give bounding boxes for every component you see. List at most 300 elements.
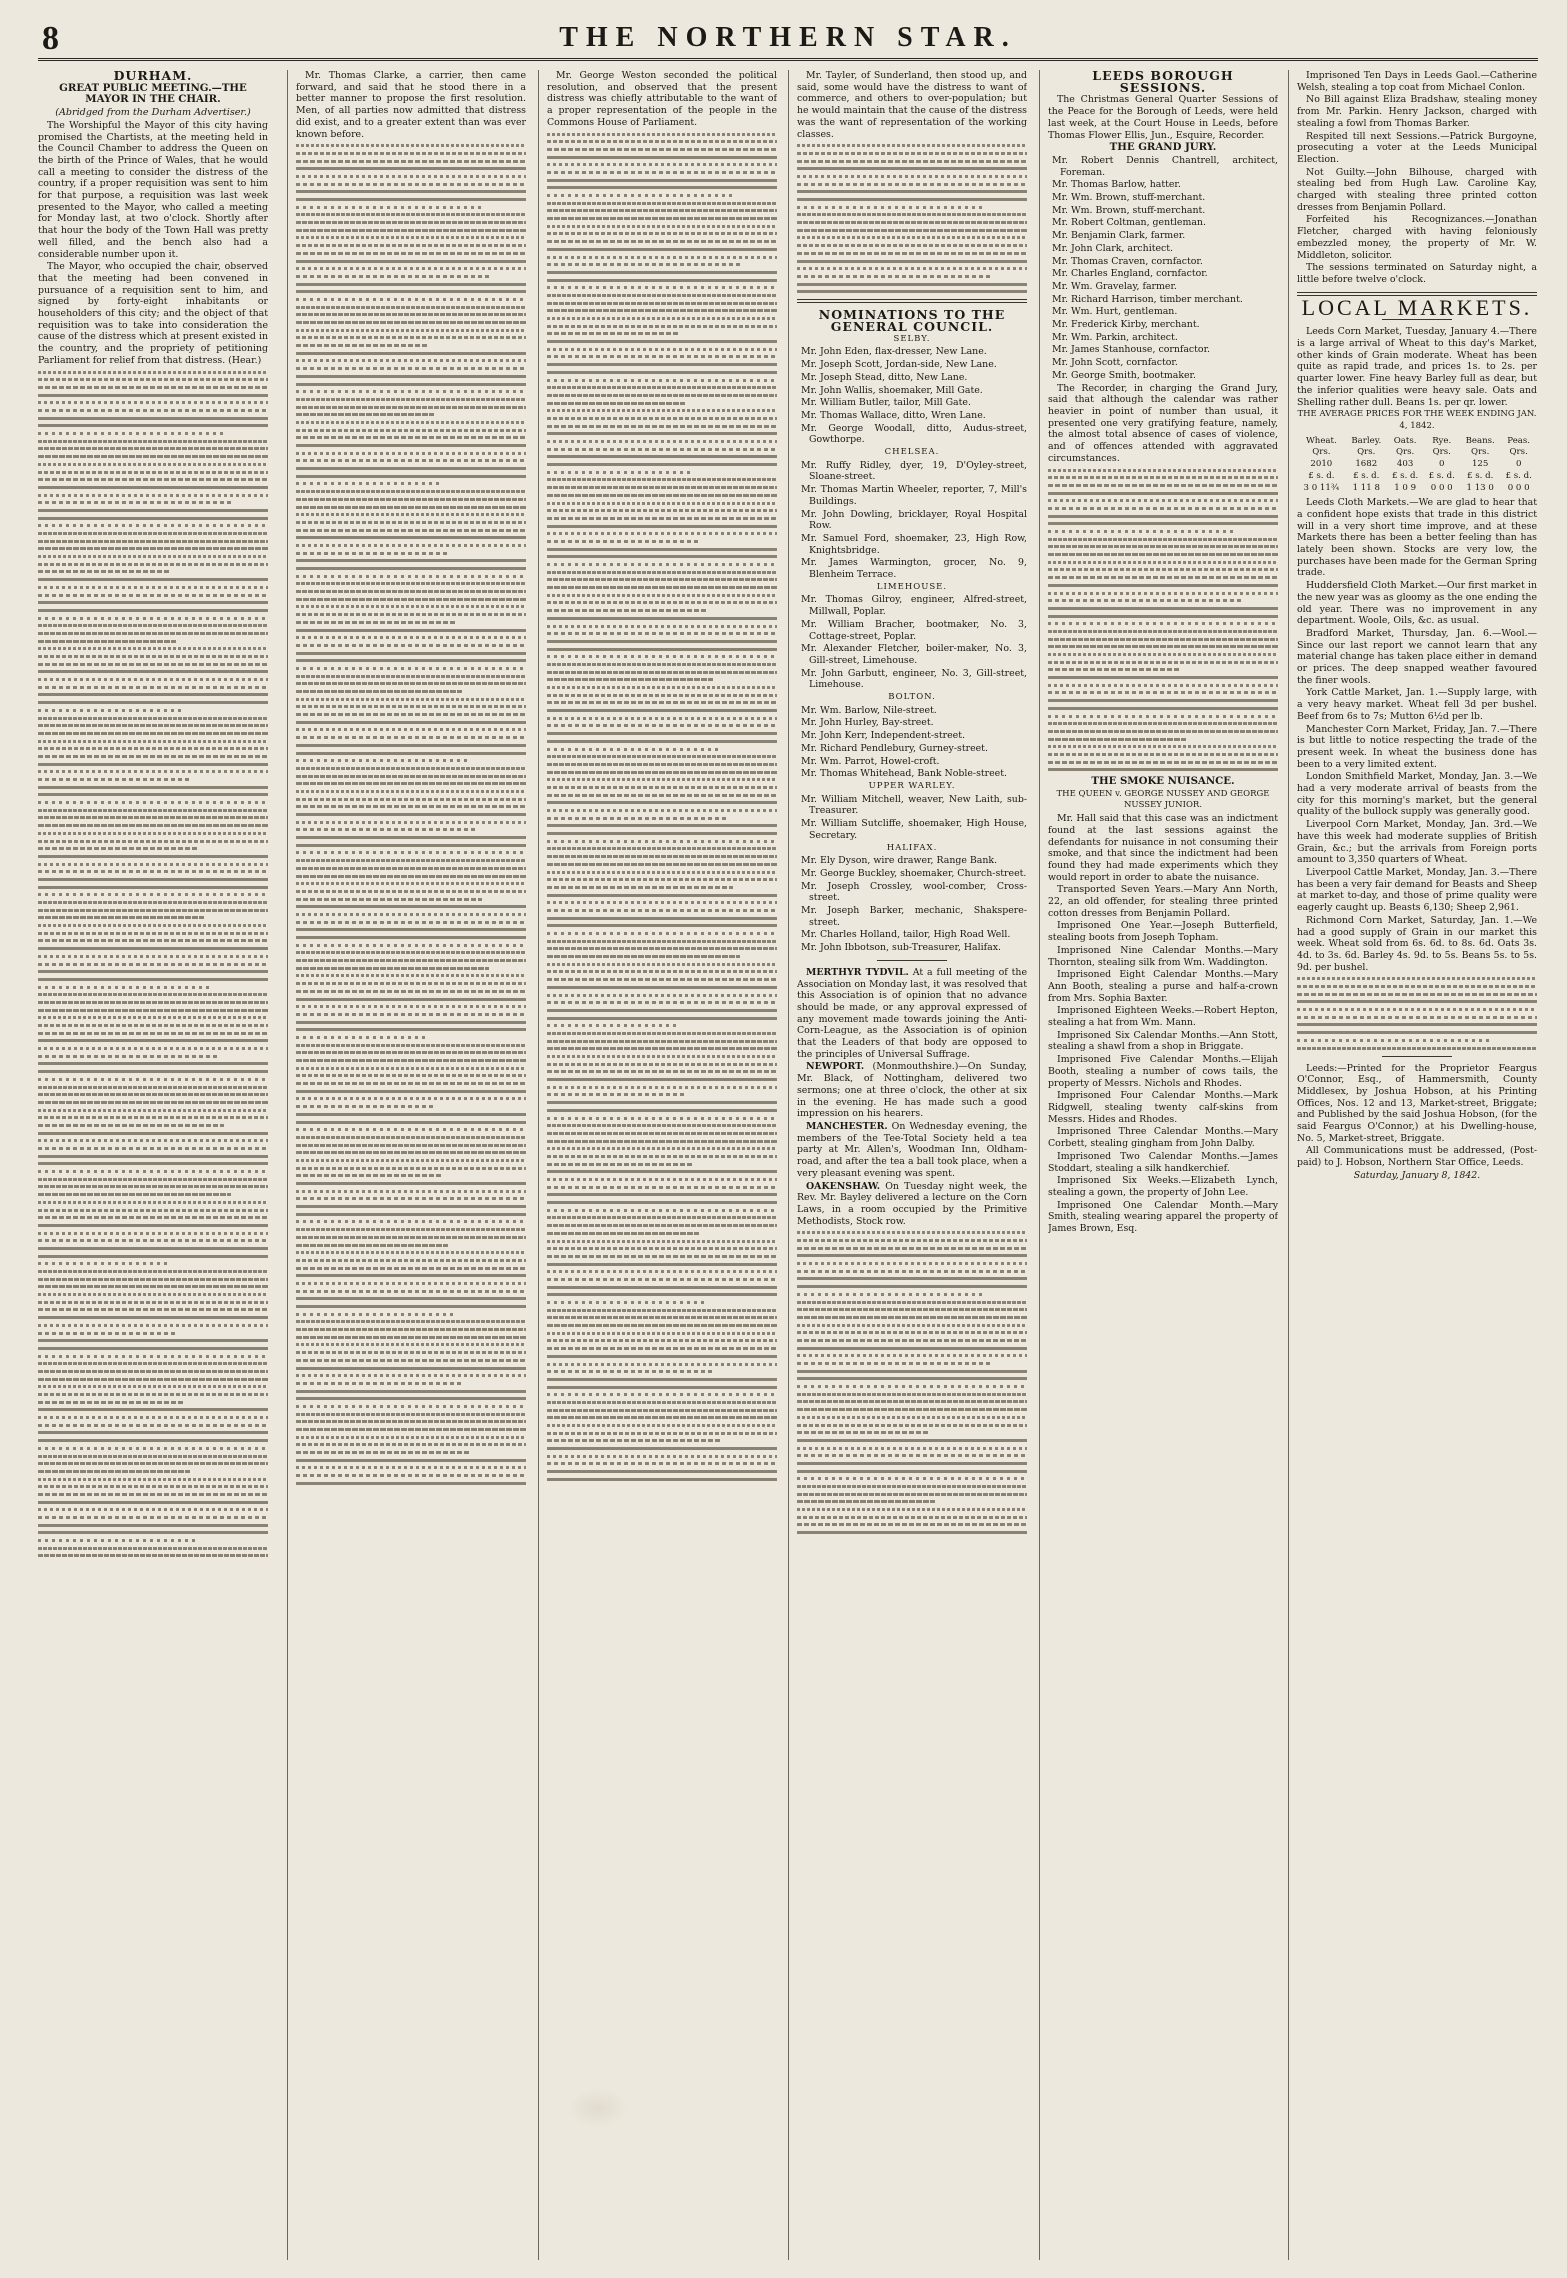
text-line <box>547 217 777 220</box>
text-line <box>547 1332 777 1335</box>
sessions-close: The sessions terminated on Saturday night, a little before twelve o'clock. <box>1297 262 1537 285</box>
text-line <box>547 1393 777 1396</box>
text-line <box>296 951 526 954</box>
text-line <box>38 1301 268 1304</box>
text-line <box>547 1409 777 1412</box>
text-line <box>547 847 777 850</box>
jury-member: Mr. Thomas Craven, cornfactor. <box>1052 255 1203 267</box>
text-line <box>38 1470 190 1473</box>
text-line <box>547 532 777 535</box>
market-report: Richmond Corn Market, Saturday, Jan. 1.—We had a good supply of Grain in our market this week. Wheat sold from 6s. 6d. to 8s. 6d. Oats 3s. 4d. to 3s. 6d. Barley 4s. 9d. to 5s. Beans 5s. to 5s. 9d. per bushel. <box>1297 914 1537 973</box>
text-line <box>1048 492 1278 495</box>
text-line <box>38 640 176 643</box>
jury-member: Mr. Thomas Barlow, hatter. <box>1052 179 1181 191</box>
text-line <box>296 529 526 532</box>
text-line <box>547 1386 777 1389</box>
text-line <box>547 1201 777 1204</box>
text-line <box>296 621 455 624</box>
text-line <box>296 1405 526 1408</box>
text-line <box>296 1121 526 1124</box>
text-line <box>547 1478 777 1481</box>
text-line <box>547 732 777 735</box>
text-line <box>296 490 526 493</box>
text-line <box>797 1231 1027 1234</box>
text-line <box>38 1408 268 1411</box>
text-line <box>296 798 526 801</box>
text-line <box>547 202 777 205</box>
text-line <box>547 509 777 512</box>
text-line <box>296 813 526 816</box>
text-line <box>38 478 268 481</box>
text-line <box>1048 745 1278 748</box>
text-line <box>1297 1023 1537 1026</box>
text-line <box>296 982 526 985</box>
nominee: Mr. Samuel Ford, shoemaker, 23, High Row, Knightsbridge. <box>801 532 1027 556</box>
text-line <box>38 809 268 812</box>
text-line <box>547 1232 699 1235</box>
text-line <box>38 1070 268 1073</box>
text-line <box>38 740 268 743</box>
text-line <box>547 179 777 182</box>
jury-member: Mr. Benjamin Clark, farmer. <box>1052 230 1186 242</box>
text-line <box>1048 622 1278 625</box>
text-line <box>38 778 190 781</box>
text-line <box>296 167 526 170</box>
text-line <box>38 1501 268 1504</box>
text-line <box>547 694 777 697</box>
text-line <box>38 1001 268 1004</box>
text-line <box>1048 684 1278 687</box>
text-line <box>296 1443 526 1446</box>
text-line <box>797 206 983 209</box>
text-line <box>38 793 268 796</box>
text-line <box>547 1270 777 1273</box>
nominee: Mr. Ruffy Ridley, dyer, 19, D'Oyley-street, Sloane-street. <box>801 459 1027 483</box>
sentence-paragraph: Imprisoned Six Weeks.—Elizabeth Lynch, stealing a gown, the property of John Lee. <box>1048 1175 1278 1198</box>
paper-stain <box>568 2088 628 2128</box>
text-line <box>547 963 777 966</box>
text-line <box>296 582 526 585</box>
text-line <box>797 1485 1027 1488</box>
text-line <box>296 1282 526 1285</box>
text-line <box>547 402 685 405</box>
nominee: Mr. John Wallis, shoemaker, Mill Gate. <box>801 384 983 396</box>
text-line <box>38 1185 268 1188</box>
text-line <box>797 183 1027 186</box>
text-line <box>547 1124 777 1127</box>
text-line <box>547 625 777 628</box>
text-line <box>296 352 526 355</box>
text-line <box>547 1309 777 1312</box>
text-line <box>1048 668 1179 671</box>
text-line <box>1048 599 1241 602</box>
jury-member: Mr. Charles England, cornfactor. <box>1052 268 1208 280</box>
text-line <box>1048 522 1278 525</box>
text-line <box>38 447 268 450</box>
text-line <box>38 855 268 858</box>
grand-jury-heading: THE GRAND JURY. <box>1109 141 1217 154</box>
market-report: Bradford Market, Thursday, Jan. 6.—Wool.—Since our last report we cannot learn that any material change has taken place either in demand or prices. The deep snapped weather favoured the finer wools. <box>1297 627 1537 686</box>
text-line <box>547 755 777 758</box>
text-line <box>1048 499 1278 502</box>
nominee: Mr. Joseph Scott, Jordan-side, New Lane. <box>801 359 997 371</box>
section-rule <box>797 299 1027 303</box>
text-line <box>296 1159 526 1162</box>
text-line <box>547 1193 777 1196</box>
text-line <box>797 221 1027 224</box>
text-line <box>547 824 777 827</box>
text-line <box>1048 615 1278 618</box>
text-line <box>296 828 475 831</box>
text-line <box>38 1109 268 1112</box>
text-line <box>296 629 526 632</box>
text-line <box>547 1086 777 1089</box>
text-line <box>547 601 777 604</box>
text-line <box>38 1393 268 1396</box>
text-line <box>547 894 777 897</box>
text-line <box>1048 661 1278 664</box>
jury-member: Mr. James Stanhouse, cornfactor. <box>1052 344 1211 356</box>
market-report: Huddersfield Cloth Market.—Our first market in the new year was as gloomy as the one ending the old year. There was no improvement in any department. Woole, Oils, &c. as usual. <box>1297 580 1537 627</box>
jury-member: Mr. Robert Dennis Chantrell, architect, Foreman. <box>1052 154 1278 178</box>
price-cell: £ s. d. <box>1308 470 1335 481</box>
column-rule <box>1039 70 1040 2260</box>
text-line <box>797 260 1027 263</box>
text-line <box>296 1182 526 1185</box>
text-line <box>296 521 526 524</box>
text-line <box>38 1347 268 1350</box>
imprint: Leeds:—Printed for the Proprietor Feargus O'Connor, Esq., of Hammersmith, County Middlesex, by Joshua Hobson, at his Printing Offices, Nos. 12 and 13, Market-street, Briggate; and Published by the said Joshua Hobson, (for the said Feargus O'Connor,) at his Dwelling-house, No. 5, Market-street, Briggate. <box>1297 1062 1537 1144</box>
jury-member: Mr. Wm. Gravelay, farmer. <box>1052 280 1177 292</box>
text-line <box>797 1324 1027 1327</box>
text-line <box>296 844 526 847</box>
text-line <box>38 1416 268 1419</box>
text-line <box>296 721 526 724</box>
text-line <box>547 363 777 366</box>
text-line <box>38 901 268 904</box>
text-line <box>296 344 427 347</box>
text-line <box>797 1408 1027 1411</box>
text-line <box>38 486 268 489</box>
durham-paragraph: The Mayor, who occupied the chair, observed that the meeting had been convened in pursuance of a requisition sent to him, and signed by forty-eight inhabitants or householders of this city; and the object of that requisition was to take into consideration the cause of the distress which at present existed in the country, and the propriety of petitioning Parliament for relief from that distress. (Hear.) <box>38 261 268 366</box>
text-line <box>296 805 526 808</box>
text-line <box>547 540 699 543</box>
text-line <box>547 386 777 389</box>
text-line <box>547 801 777 804</box>
text-line <box>38 1339 268 1342</box>
price-cell: Qrs. <box>1432 447 1451 458</box>
text-line <box>797 1331 1027 1334</box>
price-cell: £ s. d. <box>1428 470 1455 481</box>
text-line <box>296 436 526 439</box>
text-line <box>296 290 526 293</box>
text-line <box>38 801 268 804</box>
sentence-paragraph: Respited till next Sessions.—Patrick Burgoyne, prosecuting a voter at the Leeds Municipal Election. <box>1297 130 1537 165</box>
price-table <box>1297 436 1537 495</box>
text-line <box>547 655 777 658</box>
article-body-text <box>38 371 268 1558</box>
durham-subheading: GREAT PUBLIC MEETING.—THE MAYOR IN THE CHAIR. <box>59 81 247 106</box>
text-line <box>1048 484 1278 487</box>
issue-date: Saturday, January 8, 1842. <box>1353 1169 1481 1181</box>
price-cell: Qrs. <box>1312 447 1331 458</box>
price-cell: Qrs. <box>1509 447 1528 458</box>
text-line <box>296 775 526 778</box>
text-line <box>1297 1008 1537 1011</box>
text-line <box>38 717 268 720</box>
nominee: Mr. Thomas Whitehead, Bank Noble-street. <box>801 768 1007 780</box>
nominee: Mr. George Buckley, shoemaker, Church-street. <box>801 867 1027 879</box>
text-line <box>296 1220 526 1223</box>
text-line <box>38 1355 268 1358</box>
text-line <box>547 970 777 973</box>
text-line <box>797 1301 1027 1304</box>
text-line <box>38 1508 268 1511</box>
text-line <box>38 1547 268 1550</box>
text-line <box>797 1477 1027 1480</box>
text-line <box>797 190 1027 193</box>
text-line <box>547 686 777 689</box>
durham-paragraph: Mr. Tayler, of Sunderland, then stood up, and said, some would have the distress to want of commerce, and others to over-population; but he would maintain that the cause of the distress was the want of representation of the working classes. <box>797 70 1027 140</box>
text-line <box>1048 507 1278 510</box>
text-line <box>1048 753 1278 756</box>
local-markets-heading: LOCAL MARKETS. <box>1301 294 1533 320</box>
text-line <box>1048 584 1278 587</box>
text-line <box>38 1032 268 1035</box>
text-line <box>296 1097 526 1100</box>
text-line <box>547 517 777 520</box>
text-line <box>1048 730 1278 733</box>
text-line <box>547 1416 777 1419</box>
text-line <box>296 936 526 939</box>
text-line <box>38 532 268 535</box>
article-body-text <box>797 144 1027 293</box>
newport-paragraph: NEWPORT. (Monmouthshire.)—On Sunday, Mr. Black, of Nottingham, delivered two sermons; one at three o'clock, the other at six in the evening. He has made such a good impression on his hearers. <box>797 1061 1027 1120</box>
town-heading: CHELSEA. <box>884 447 940 458</box>
text-line <box>547 671 777 674</box>
text-line <box>547 1009 777 1012</box>
text-line <box>797 167 1027 170</box>
oakenshaw-paragraph: OAKENSHAW. On Tuesday night week, the Rev. Mr. Bayley delivered a lecture on the Corn Laws, in a room occupied by the Primitive Methodists, Stock row. <box>797 1180 1027 1227</box>
text-line <box>797 229 1027 232</box>
text-line <box>296 636 526 639</box>
text-line <box>38 1478 268 1481</box>
text-line <box>797 1270 1027 1273</box>
column-5 <box>1048 70 1278 2260</box>
column-rule <box>287 70 288 2260</box>
text-line <box>547 325 777 328</box>
text-line <box>547 609 706 612</box>
leeds-sessions-heading: LEEDS BOROUGH SESSIONS. <box>1092 70 1234 95</box>
text-line <box>797 1339 1027 1342</box>
text-line <box>296 1313 455 1316</box>
text-line <box>296 675 526 678</box>
text-line <box>38 993 268 996</box>
price-cell: 0 <box>1515 459 1522 470</box>
recorder-paragraph: The Recorder, in charging the Grand Jury, said that although the calendar was rather heavier in point of number than usual, it presented one very gratifying feature, namely, the almost total absence of cases of violence, and of offences attended with aggravated circumstances. <box>1048 382 1278 464</box>
text-line <box>38 1493 268 1496</box>
text-line <box>38 424 268 427</box>
text-line <box>38 670 268 673</box>
masthead <box>38 18 1538 61</box>
text-line <box>1048 607 1278 610</box>
text-line <box>547 986 777 989</box>
column-rule <box>1288 70 1289 2260</box>
nominee: Mr. George Woodall, ditto, Audus-street, Gowthorpe. <box>801 422 1027 446</box>
text-line <box>38 763 268 766</box>
text-line <box>547 632 777 635</box>
text-line <box>547 471 692 474</box>
text-line <box>296 1320 526 1323</box>
smoke-nuisance-paragraph: Mr. Hall said that this case was an indictment found at the last sessions against the defendants for nuisance in not consuming their smoke, and that since the indictment had been found they had made experiments which they would report in order to abate the nuisance. <box>1048 813 1278 883</box>
text-line <box>38 1078 268 1081</box>
text-line <box>296 406 526 409</box>
text-line <box>547 209 777 212</box>
text-line <box>547 1439 720 1442</box>
text-line <box>38 732 268 735</box>
text-line <box>547 1024 678 1027</box>
text-line <box>38 1224 268 1227</box>
text-line <box>296 475 526 478</box>
text-line <box>296 875 526 878</box>
text-line <box>38 555 268 558</box>
text-line <box>38 1155 268 1158</box>
text-line <box>38 1516 268 1519</box>
text-line <box>296 160 526 163</box>
text-line <box>38 870 268 873</box>
text-line <box>38 578 268 581</box>
text-line <box>38 471 268 474</box>
text-line <box>38 624 268 627</box>
text-line <box>547 1293 777 1296</box>
text-line <box>296 1413 526 1416</box>
text-line <box>1048 761 1278 764</box>
price-cell: 3 0 11¾ <box>1303 482 1340 493</box>
text-line <box>296 1036 427 1039</box>
text-line <box>547 271 777 274</box>
market-report: Liverpool Cattle Market, Monday, Jan. 3.—There has been a very fair demand for Beasts and Sheep at market to-day, and those of prime quality were eagerly caught up. Beasts 6,130; Sheep 2,961. <box>1297 867 1537 914</box>
text-line <box>296 921 526 924</box>
text-line <box>547 678 713 681</box>
text-line <box>296 782 526 785</box>
nominee: Mr. John Garbutt, engineer, No. 3, Gill-street, Limehouse. <box>801 667 1027 691</box>
text-line <box>547 1178 777 1181</box>
text-line <box>296 429 526 432</box>
newspaper-title: THE NORTHERN STAR. <box>559 22 1017 53</box>
text-line <box>38 601 268 604</box>
text-line <box>296 398 526 401</box>
text-line <box>547 240 777 243</box>
column-1 <box>38 70 268 2260</box>
text-line <box>296 336 526 339</box>
text-line <box>547 763 777 766</box>
text-line <box>296 759 469 762</box>
text-line <box>547 371 777 374</box>
text-line <box>38 847 197 850</box>
text-line <box>547 417 777 420</box>
text-line <box>296 444 526 447</box>
text-line <box>296 283 526 286</box>
jury-member: Mr. Wm. Brown, stuff-merchant. <box>1052 204 1206 216</box>
text-line <box>1048 645 1278 648</box>
text-line <box>38 1047 268 1050</box>
text-line <box>547 294 777 297</box>
text-line <box>296 567 526 570</box>
text-line <box>38 893 268 896</box>
nominee: Mr. Thomas Wallace, ditto, Wren Lane. <box>801 409 986 421</box>
price-cell: Qrs. <box>1395 447 1415 458</box>
text-line <box>296 1021 526 1024</box>
text-line <box>547 1347 777 1350</box>
text-line <box>797 275 990 278</box>
columns <box>38 70 1538 2260</box>
text-line <box>38 840 268 843</box>
text-line <box>38 1308 268 1311</box>
text-line <box>296 1059 526 1062</box>
text-line <box>547 878 777 881</box>
text-line <box>296 959 526 962</box>
text-line <box>547 379 777 382</box>
jury-member: Mr. Robert Coltman, gentleman. <box>1052 217 1206 229</box>
text-line <box>797 283 1027 286</box>
text-line <box>296 890 526 893</box>
text-line <box>547 978 777 981</box>
text-line <box>296 213 526 216</box>
text-line <box>797 290 1027 293</box>
text-line <box>547 1216 777 1219</box>
text-line <box>38 978 268 981</box>
column-6 <box>1297 70 1537 2260</box>
text-line <box>296 260 526 263</box>
nominee: Mr. John Kerr, Independent-street. <box>801 730 965 742</box>
text-line <box>547 440 777 443</box>
sentence-paragraph: Imprisoned One Calendar Month.—Mary Smith, stealing wearing apparel the property of James Brown, Esq. <box>1048 1199 1278 1235</box>
text-line <box>296 329 526 332</box>
text-line <box>797 1531 1027 1534</box>
text-line <box>1048 515 1278 518</box>
text-line <box>38 1016 268 1019</box>
text-line <box>38 1385 268 1388</box>
text-line <box>38 1009 268 1012</box>
column-3 <box>547 70 777 2260</box>
text-line <box>547 1278 777 1281</box>
price-cell: Wheat. <box>1305 435 1337 446</box>
text-line <box>296 252 526 255</box>
text-line <box>547 225 777 228</box>
text-line <box>38 1101 268 1104</box>
text-line <box>296 598 526 601</box>
text-line <box>547 432 777 435</box>
text-line <box>296 1197 526 1200</box>
jury-member: Mr. Wm. Brown, stuff-merchant. <box>1052 192 1206 204</box>
text-line <box>296 1151 526 1154</box>
text-line <box>547 525 777 528</box>
text-line <box>547 1316 777 1319</box>
text-line <box>547 156 777 159</box>
text-line <box>547 448 777 451</box>
jury-member: Mr. John Clark, architect. <box>1052 242 1174 254</box>
jury-member: Mr. Wm. Hurt, gentleman. <box>1052 306 1178 318</box>
text-line <box>1048 476 1278 479</box>
text-line <box>38 816 268 819</box>
text-line <box>797 1285 1027 1288</box>
column-2 <box>296 70 526 2260</box>
text-line <box>547 840 777 843</box>
text-line <box>296 1136 526 1139</box>
text-line <box>547 786 777 789</box>
town-heading: HALIFAX. <box>886 842 938 853</box>
text-line <box>797 1431 928 1434</box>
